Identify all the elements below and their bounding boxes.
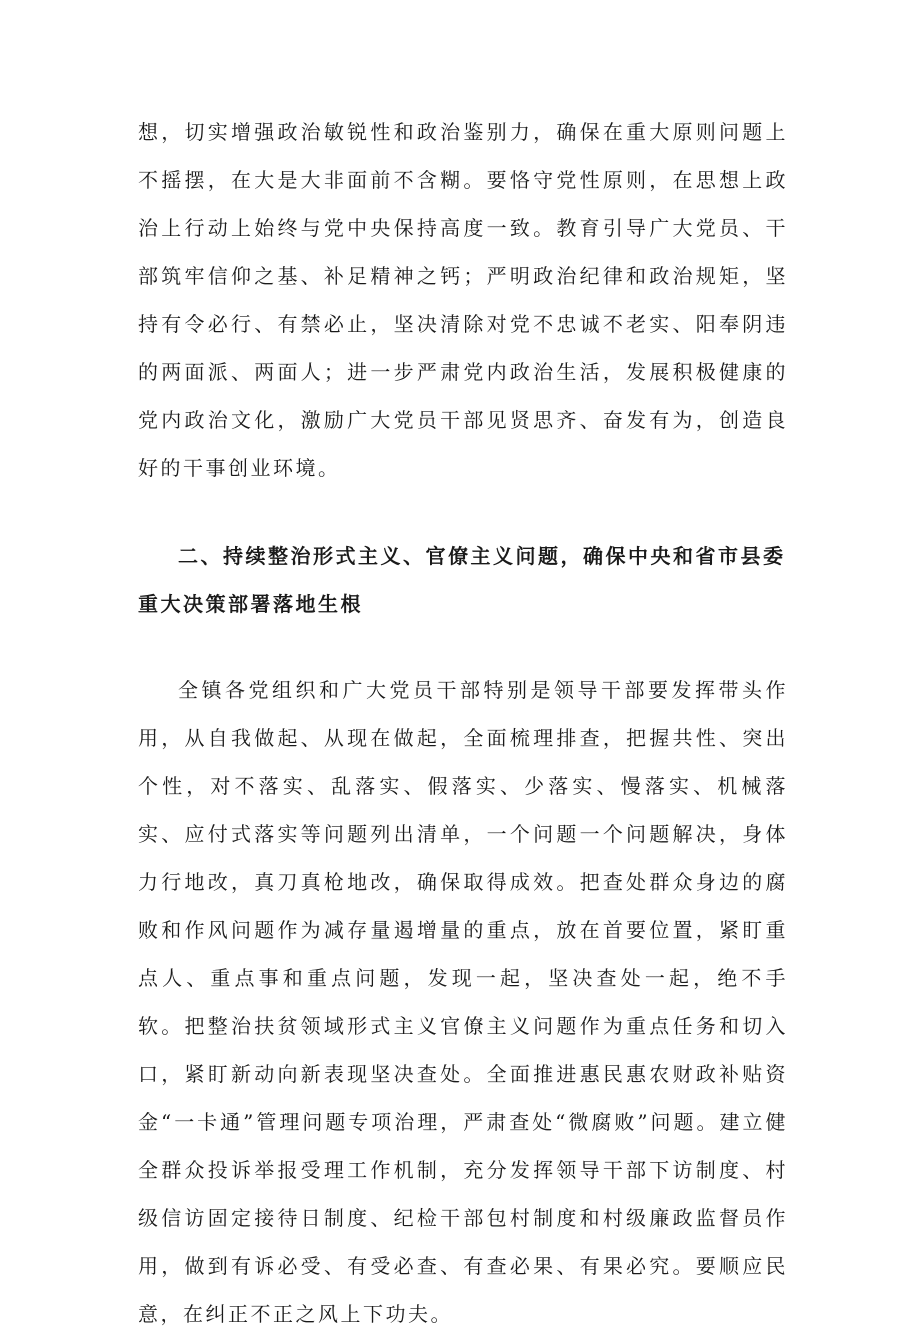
section-spacer bbox=[138, 492, 788, 532]
paragraph-continuation: 想，切实增强政治敏锐性和政治鉴别力，确保在重大原则问题上不摇摆，在大是大非面前不含糊。要恪守党性原则，在思想上政治上行动上始终与党中央保持高度一致。教育引导广大党员、干部筑牢信仰之基、补足精神之钙；严明政治纪律和政治规矩，坚持有令必行、有禁必止，坚决清除对党不忠诚不老实、阳奉阴违的两面派、两面人；进一步严肃党内政治生活，发展积极健康的党内政治文化，激励广大党员干部见贤思齐、奋发有为，创造良好的干事创业环境。 bbox=[138, 120, 788, 480]
document-body bbox=[138, 108, 788, 1338]
section-heading: 二、持续整治形式主义、官僚主义问题，确保中央和省市县委重大决策部署落地生根 bbox=[138, 544, 786, 616]
section-spacer bbox=[138, 628, 788, 666]
paragraph-body: 全镇各党组织和广大党员干部特别是领导干部要发挥带头作用，从自我做起、从现在做起，全面梳理排查，把握共性、突出个性，对不落实、乱落实、假落实、少落实、慢落实、机械落实、应付式落实等问题列出清单，一个问题一个问题解决，身体力行地改，真刀真枪地改，确保取得成效。把查处群众身边的腐败和作风问题作为减存量遏增量的重点，放在首要位置，紧盯重点人、重点事和重点问题，发现一起，坚决查处一起，绝不手软。把整治扶贫领域形式主义官僚主义问题作为重点任务和切入口，紧盯新动向新表现坚决查处。全面推进惠民惠农财政补贴资金“一卡通”管理问题专项治理，严肃查处“微腐败”问题。建立健全群众投诉举报受理工作机制，充分发挥领导干部下访制度、村级信访固定接待日制度、纪检干部包村制度和村级廉政监督员作用，做到有诉必受、有受必查、有查必果、有果必究。要顺应民意，在纠正不正之风上下功夫。 bbox=[138, 678, 788, 1326]
